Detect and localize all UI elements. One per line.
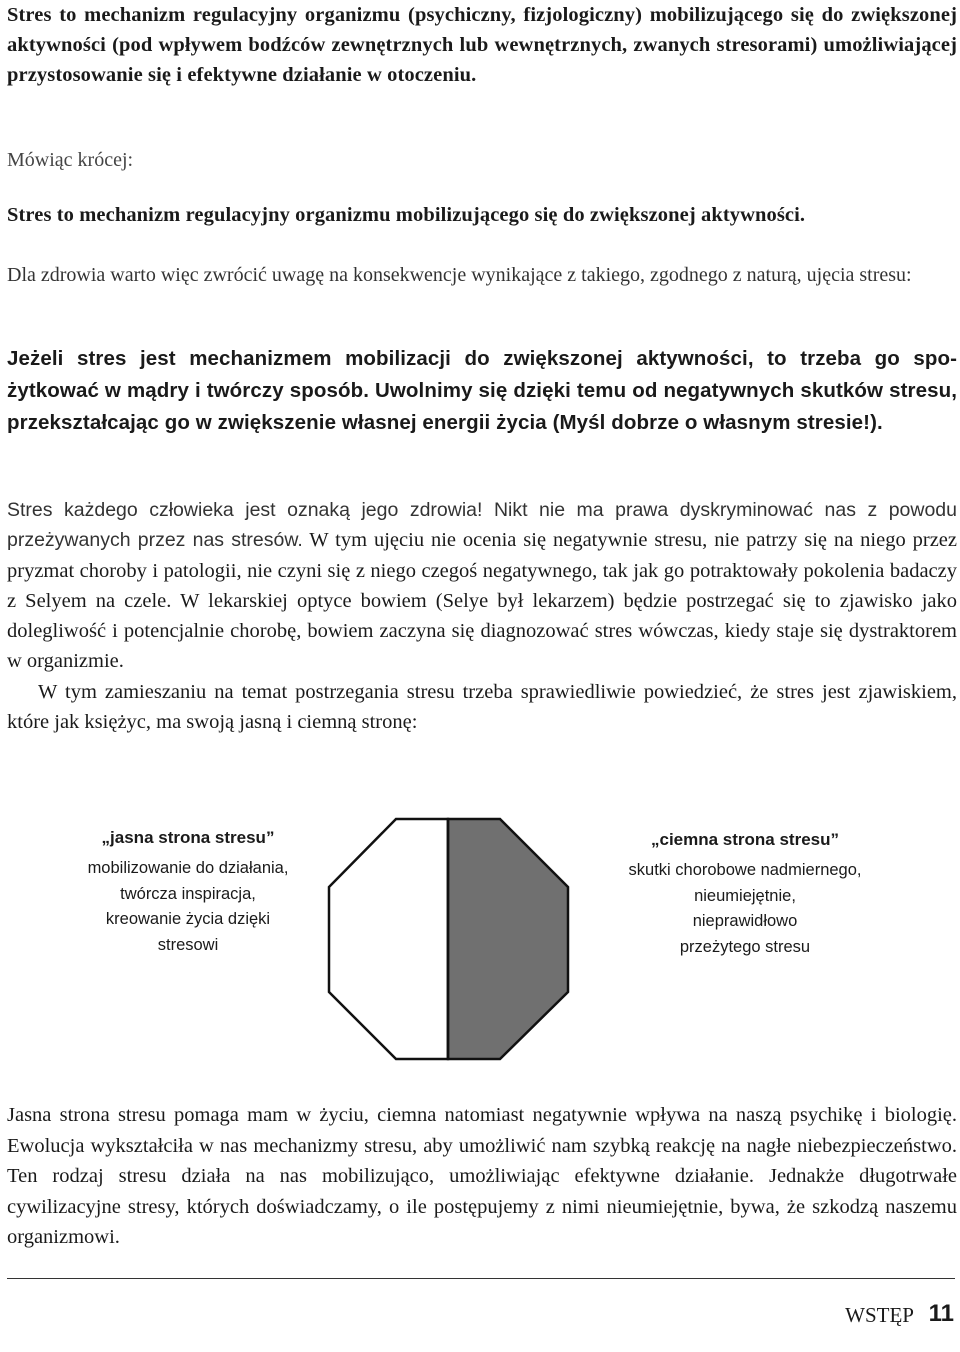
bold-paragraph: Jeżeli stres jest mechanizmem mobilizacji do zwiększonej aktywności, to trzeba go spożytkować w mądry i twórczy sposób. Uwolnimy się dzięki temu od negatywnych skutków stresu, przekształcając go w zwiększenie własnej energii życia (Myśl dobrze o własnym stresie!). bbox=[7, 347, 957, 434]
short-definition: Stres to mechanizm regulacyjny organizmu mobilizującego się do zwiększonej aktywności. bbox=[7, 204, 806, 226]
stress-health-section bbox=[7, 495, 957, 737]
health-sign-paragraph bbox=[7, 495, 957, 677]
bright-line: mobilizowanie do działania, bbox=[87, 859, 289, 877]
health-paragraph: Dla zdrowia warto więc zwrócić uwagę na konsekwencje wynikające z takiego, zgodnego z naturą, ujęcia stresu: bbox=[7, 264, 912, 286]
dark-line: skutki chorobowe nadmiernego, bbox=[628, 861, 862, 879]
bright-line: kreowanie życia dzięki bbox=[105, 910, 271, 928]
octagon-dark-half bbox=[448, 819, 568, 1059]
footer-section-label: WSTĘP bbox=[845, 1303, 914, 1327]
confusion-paragraph: W tym zamieszaniu na temat postrzegania stresu trzeba sprawiedliwie powiedzieć, że stres jest zjawiskiem, które jak księżyc, ma swoją jasną i ciemną stronę: bbox=[7, 680, 957, 734]
intro-paragraph: Stres to mechanizm regulacyjny organizmu (psychiczny, fizjologiczny) mobilizującego się do zwiększonej aktywności (pod wpływem bodźców zewnętrznych lub wewnętrznych, zwanych stresorami) umożliwiającej przystosowanie się i efektywne działanie w otoczeniu. bbox=[7, 4, 957, 86]
health-sign-rest-text: W tym ujęciu nie ocenia się negatywnie stresu, nie patrzy się na niego przez pryzmat choroby i patologii, nie czyni się z niego czegoś negatywnego, tak jak go potraktowały pokolenia badaczy z Selyem na czele. W lekarskiej optyce bowiem (Selye był lekarzem) będzie postrzegać się to zjawisko jako dolegliwość i potencjalnie chorobę, bowiem zaczyna się diagnozować stres wówczas, kiedy staje się dystraktorem w organizmie. bbox=[7, 529, 957, 673]
final-paragraph: Jasna strona stresu pomaga mam w życiu, ciemna natomiast negatywnie wpływa na naszą psychikę i biologię. Ewolucja wykształciła w nas mechanizmy stresu, aby umożliwić nam szybką reakcję na nagłe niebezpieczeństwo. Ten rodzaj stresu działa na nas mobilizująco, umożliwiając efektywne działanie. Jednakże długotrwałe cywilizacyjne stresy, których doświadczamy, o ile postępujemy z nimi nieumiejętnie, bywa, że szkodzą naszemu organizmowi. bbox=[7, 1104, 957, 1248]
dark-side-box bbox=[600, 830, 890, 960]
bright-side-title: „jasna strona stresu” bbox=[101, 828, 275, 847]
octagon-moon-graphic bbox=[326, 817, 571, 1062]
dark-side-title: „ciemna strona stresu” bbox=[650, 830, 839, 849]
bright-side-text bbox=[58, 856, 318, 958]
dark-side-text bbox=[600, 858, 890, 960]
octagon-light-half bbox=[329, 819, 448, 1059]
health-sign-sans-text: Stres każdego człowieka jest oznaką jego zdrowia! Nikt nie ma prawa dyskryminować nas z powodu przeżywanych przez nas stresów. bbox=[7, 499, 957, 552]
dark-line: nieumiejętnie, bbox=[694, 886, 796, 905]
bright-side-box bbox=[58, 828, 318, 958]
dark-line: nieprawidłowo bbox=[692, 912, 798, 930]
shorter-lead-text: Mówiąc krócej: bbox=[7, 149, 134, 171]
bright-line: twórcza inspiracja, bbox=[120, 884, 256, 903]
footer-divider bbox=[7, 1278, 955, 1279]
bright-line: stresowi bbox=[157, 935, 219, 954]
page-number: 11 bbox=[928, 1300, 954, 1327]
dark-line: przeżytego stresu bbox=[679, 937, 811, 956]
